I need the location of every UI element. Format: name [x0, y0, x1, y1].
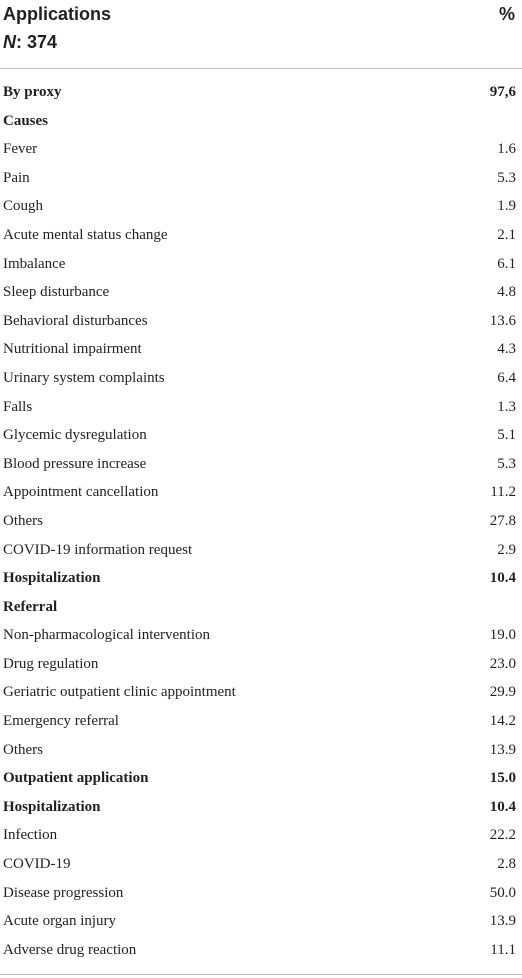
- table-row: [0, 221, 522, 250]
- table-row: [0, 78, 522, 107]
- table-row: [0, 879, 522, 908]
- row-label: Others: [3, 741, 43, 758]
- table-row: [0, 593, 522, 622]
- row-label: Drug regulation: [3, 655, 99, 672]
- row-value: 1.9: [497, 198, 516, 215]
- row-label: Geriatric outpatient clinic appointment: [3, 684, 236, 701]
- table-row: [0, 135, 522, 164]
- header-title: Applications: [3, 4, 112, 24]
- table-row: [0, 736, 522, 765]
- row-label: Others: [3, 512, 43, 529]
- row-label: Emergency referral: [3, 713, 119, 730]
- row-label: Acute mental status change: [3, 226, 168, 243]
- table-row: [0, 307, 522, 336]
- table-row: [0, 393, 522, 422]
- row-label: Cough: [3, 198, 44, 215]
- row-value: 11.1: [490, 941, 516, 958]
- row-label: Nutritional impairment: [3, 341, 142, 358]
- row-value: 22.2: [489, 827, 516, 844]
- table-row: [0, 335, 522, 364]
- row-value: 27.8: [489, 512, 516, 529]
- table-row: [0, 536, 522, 565]
- row-label: COVID-19 information request: [3, 541, 193, 558]
- table-row: [0, 564, 522, 593]
- table-row: [0, 421, 522, 450]
- row-value: 5.1: [497, 427, 516, 444]
- row-value: 50.0: [489, 884, 516, 901]
- row-value: 14.2: [489, 713, 516, 730]
- row-value: 29.9: [489, 684, 516, 701]
- row-label: Acute organ injury: [3, 913, 117, 930]
- row-label: Falls: [3, 398, 33, 415]
- row-label: Non-pharmacological intervention: [3, 627, 211, 644]
- row-value: 23.0: [489, 655, 516, 672]
- row-value: 11.2: [490, 484, 516, 501]
- table-row: [0, 821, 522, 850]
- row-value: 13.6: [489, 312, 516, 329]
- table-header: [0, 0, 522, 69]
- row-value: 4.3: [497, 341, 516, 358]
- table-row: [0, 250, 522, 279]
- row-value: 10.4: [489, 570, 516, 587]
- row-value: 1.3: [497, 398, 516, 415]
- table-row: [0, 621, 522, 650]
- row-label: Referral: [3, 598, 58, 615]
- row-label: Urinary system complaints: [3, 369, 165, 386]
- table-row: [0, 936, 522, 965]
- table-body: [0, 69, 522, 964]
- table-row: [0, 850, 522, 879]
- header-n-label: N: [3, 32, 16, 52]
- row-value: 2.9: [497, 541, 516, 558]
- table-row: [0, 192, 522, 221]
- row-value: 13.9: [489, 741, 516, 758]
- row-label: Imbalance: [3, 255, 66, 272]
- header-n-value: : 374: [16, 32, 58, 52]
- row-value: 10.4: [489, 798, 516, 815]
- row-label: Hospitalization: [3, 570, 101, 587]
- row-value: 6.1: [497, 255, 516, 272]
- row-label: Blood pressure increase: [3, 455, 147, 472]
- row-value: 6.4: [497, 369, 516, 386]
- table-row: [0, 793, 522, 822]
- table-row: [0, 478, 522, 507]
- table-row: [0, 164, 522, 193]
- row-value: 97,6: [489, 84, 516, 100]
- bottom-rule: [0, 974, 522, 975]
- table-row: [0, 507, 522, 536]
- row-label: By proxy: [3, 84, 62, 100]
- row-label: Hospitalization: [3, 798, 101, 815]
- row-label: Sleep disturbance: [3, 284, 110, 301]
- row-value: 5.3: [497, 169, 516, 186]
- table-row: [0, 678, 522, 707]
- table-row: [0, 450, 522, 479]
- table-row: [0, 907, 522, 936]
- row-label: Appointment cancellation: [3, 484, 159, 501]
- row-value: 4.8: [497, 284, 516, 301]
- table-row: [0, 650, 522, 679]
- row-label: Behavioral disturbances: [3, 312, 148, 329]
- table-row: [0, 107, 522, 136]
- row-value: 13.9: [489, 913, 516, 930]
- table-row: [0, 764, 522, 793]
- row-value: 5.3: [497, 455, 516, 472]
- row-label: Glycemic dysregulation: [3, 427, 147, 444]
- row-label: Disease progression: [3, 884, 124, 901]
- row-label: Causes: [3, 112, 49, 129]
- table-row: [0, 278, 522, 307]
- header-sample-size: [3, 30, 57, 54]
- row-label: Fever: [3, 141, 38, 158]
- table-row: [0, 364, 522, 393]
- row-value: 1.6: [497, 141, 516, 158]
- header-percent: %: [498, 4, 515, 24]
- row-label: Adverse drug reaction: [3, 941, 137, 958]
- row-value: 15.0: [489, 770, 516, 787]
- row-value: 19.0: [489, 627, 516, 644]
- table-row: [0, 707, 522, 736]
- row-value: 2.8: [497, 856, 516, 873]
- row-label: Outpatient application: [3, 770, 149, 787]
- row-label: Infection: [3, 827, 58, 844]
- row-label: COVID-19: [3, 856, 71, 873]
- row-value: 2.1: [497, 226, 516, 243]
- row-label: Pain: [3, 169, 30, 186]
